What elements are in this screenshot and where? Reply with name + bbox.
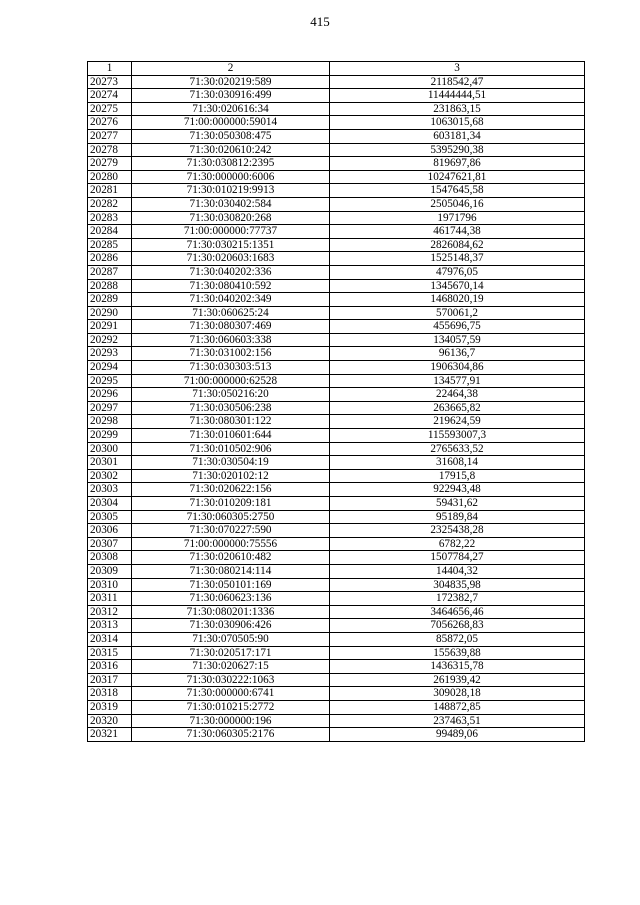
value-cell: 1906304,86 <box>330 361 585 375</box>
cadastral-number-cell: 71:30:070227:590 <box>132 524 330 538</box>
row-number-cell: 20319 <box>88 700 132 714</box>
value-cell: 2765633,52 <box>330 442 585 456</box>
value-cell: 95189,84 <box>330 510 585 524</box>
table-row <box>88 129 585 143</box>
row-number-cell: 20273 <box>88 75 132 89</box>
row-number-cell: 20297 <box>88 401 132 415</box>
table-row <box>88 306 585 320</box>
row-number-cell: 20276 <box>88 116 132 130</box>
cadastral-number-cell: 71:30:030906:426 <box>132 619 330 633</box>
table-row <box>88 170 585 184</box>
row-number-cell: 20296 <box>88 388 132 402</box>
column-header: 1 <box>88 62 132 76</box>
cadastral-number-cell: 71:30:030215:1351 <box>132 238 330 252</box>
cadastral-number-cell: 71:30:020610:482 <box>132 551 330 565</box>
value-cell: 1971796 <box>330 211 585 225</box>
row-number-cell: 20304 <box>88 497 132 511</box>
value-cell: 22464,38 <box>330 388 585 402</box>
table-row <box>88 293 585 307</box>
row-number-cell: 20285 <box>88 238 132 252</box>
table-row <box>88 184 585 198</box>
table-row <box>88 429 585 443</box>
value-cell: 261939,42 <box>330 673 585 687</box>
table-row <box>88 497 585 511</box>
table-row <box>88 551 585 565</box>
cadastral-number-cell: 71:30:020616:34 <box>132 102 330 116</box>
table-row <box>88 578 585 592</box>
value-cell: 922943,48 <box>330 483 585 497</box>
table-row <box>88 75 585 89</box>
row-number-cell: 20277 <box>88 129 132 143</box>
row-number-cell: 20301 <box>88 456 132 470</box>
value-cell: 115593007,3 <box>330 429 585 443</box>
row-number-cell: 20280 <box>88 170 132 184</box>
value-cell: 2505046,16 <box>330 197 585 211</box>
cadastral-number-cell: 71:30:020517:171 <box>132 646 330 660</box>
row-number-cell: 20317 <box>88 673 132 687</box>
table-row <box>88 728 585 742</box>
value-cell: 304835,98 <box>330 578 585 592</box>
value-cell: 155639,88 <box>330 646 585 660</box>
value-cell: 1468020,19 <box>330 293 585 307</box>
cadastral-number-cell: 71:30:070505:90 <box>132 632 330 646</box>
value-cell: 1507784,27 <box>330 551 585 565</box>
row-number-cell: 20314 <box>88 632 132 646</box>
table-row <box>88 388 585 402</box>
table-row <box>88 116 585 130</box>
row-number-cell: 20295 <box>88 374 132 388</box>
row-number-cell: 20286 <box>88 252 132 266</box>
value-cell: 85872,05 <box>330 632 585 646</box>
table-body <box>88 75 585 741</box>
value-cell: 2325438,28 <box>330 524 585 538</box>
table-row <box>88 537 585 551</box>
row-number-cell: 20306 <box>88 524 132 538</box>
row-number-cell: 20307 <box>88 537 132 551</box>
cadastral-number-cell: 71:30:000000:6741 <box>132 687 330 701</box>
value-cell: 148872,85 <box>330 700 585 714</box>
table-row <box>88 374 585 388</box>
table-row <box>88 401 585 415</box>
table-row <box>88 320 585 334</box>
value-cell: 11444444,51 <box>330 89 585 103</box>
table-row <box>88 660 585 674</box>
value-cell: 59431,62 <box>330 497 585 511</box>
row-number-cell: 20289 <box>88 293 132 307</box>
table-row <box>88 279 585 293</box>
cadastral-number-cell: 71:30:030303:513 <box>132 361 330 375</box>
cadastral-number-cell: 71:30:060625:24 <box>132 306 330 320</box>
row-number-cell: 20302 <box>88 469 132 483</box>
cadastral-number-cell: 71:30:060603:338 <box>132 333 330 347</box>
value-cell: 172382,7 <box>330 592 585 606</box>
table-row <box>88 102 585 116</box>
cadastral-number-cell: 71:30:040202:349 <box>132 293 330 307</box>
value-cell: 231863,15 <box>330 102 585 116</box>
cadastral-number-cell: 71:00:000000:62528 <box>132 374 330 388</box>
cadastral-number-cell: 71:30:020622:156 <box>132 483 330 497</box>
cadastral-number-cell: 71:30:020627:15 <box>132 660 330 674</box>
column-header: 3 <box>330 62 585 76</box>
table-row <box>88 252 585 266</box>
cadastral-number-cell: 71:30:060305:2176 <box>132 728 330 742</box>
table-row <box>88 442 585 456</box>
cadastral-number-cell: 71:30:030820:268 <box>132 211 330 225</box>
value-cell: 14404,32 <box>330 564 585 578</box>
row-number-cell: 20287 <box>88 265 132 279</box>
table-row <box>88 673 585 687</box>
cadastral-number-cell: 71:30:080307:469 <box>132 320 330 334</box>
value-cell: 7056268,83 <box>330 619 585 633</box>
cadastral-number-cell: 71:30:040202:336 <box>132 265 330 279</box>
table-row <box>88 333 585 347</box>
table-row <box>88 619 585 633</box>
row-number-cell: 20299 <box>88 429 132 443</box>
cadastral-number-cell: 71:30:050101:169 <box>132 578 330 592</box>
table-row <box>88 714 585 728</box>
row-number-cell: 20311 <box>88 592 132 606</box>
table-row <box>88 564 585 578</box>
value-cell: 96136,7 <box>330 347 585 361</box>
cadastral-number-cell: 71:30:080201:1336 <box>132 605 330 619</box>
value-cell: 1547645,58 <box>330 184 585 198</box>
table-row <box>88 646 585 660</box>
value-cell: 17915,8 <box>330 469 585 483</box>
cadastral-number-cell: 71:00:000000:75556 <box>132 537 330 551</box>
table-row <box>88 347 585 361</box>
row-number-cell: 20274 <box>88 89 132 103</box>
cadastral-number-cell: 71:30:031002:156 <box>132 347 330 361</box>
table-row <box>88 700 585 714</box>
cadastral-number-cell: 71:30:050308:475 <box>132 129 330 143</box>
value-cell: 3464656,46 <box>330 605 585 619</box>
table-row <box>88 510 585 524</box>
row-number-cell: 20300 <box>88 442 132 456</box>
row-number-cell: 20284 <box>88 225 132 239</box>
row-number-cell: 20315 <box>88 646 132 660</box>
table-row <box>88 687 585 701</box>
row-number-cell: 20281 <box>88 184 132 198</box>
cadastral-number-cell: 71:00:000000:77737 <box>132 225 330 239</box>
row-number-cell: 20290 <box>88 306 132 320</box>
row-number-cell: 20318 <box>88 687 132 701</box>
cadastral-number-cell: 71:30:080301:122 <box>132 415 330 429</box>
cadastral-number-cell: 71:30:050216:20 <box>132 388 330 402</box>
row-number-cell: 20275 <box>88 102 132 116</box>
row-number-cell: 20303 <box>88 483 132 497</box>
row-number-cell: 20316 <box>88 660 132 674</box>
cadastral-number-cell: 71:30:020219:589 <box>132 75 330 89</box>
cadastral-number-cell: 71:30:030812:2395 <box>132 157 330 171</box>
value-cell: 1525148,37 <box>330 252 585 266</box>
table-row <box>88 197 585 211</box>
table-row <box>88 605 585 619</box>
cadastral-number-cell: 71:30:000000:6006 <box>132 170 330 184</box>
registry-table <box>87 61 585 742</box>
value-cell: 570061,2 <box>330 306 585 320</box>
table-row <box>88 483 585 497</box>
row-number-cell: 20310 <box>88 578 132 592</box>
page-number: 415 <box>310 14 330 29</box>
value-cell: 1436315,78 <box>330 660 585 674</box>
cadastral-number-cell: 71:30:030916:499 <box>132 89 330 103</box>
cadastral-number-cell: 71:30:060623:136 <box>132 592 330 606</box>
row-number-cell: 20308 <box>88 551 132 565</box>
row-number-cell: 20293 <box>88 347 132 361</box>
row-number-cell: 20292 <box>88 333 132 347</box>
row-number-cell: 20278 <box>88 143 132 157</box>
cadastral-number-cell: 71:30:010219:9913 <box>132 184 330 198</box>
value-cell: 6782,22 <box>330 537 585 551</box>
table-row <box>88 524 585 538</box>
value-cell: 47976,05 <box>330 265 585 279</box>
value-cell: 99489,06 <box>330 728 585 742</box>
table-row <box>88 265 585 279</box>
cadastral-number-cell: 71:30:020610:242 <box>132 143 330 157</box>
cadastral-number-cell: 71:30:030402:584 <box>132 197 330 211</box>
cadastral-number-cell: 71:30:080214:114 <box>132 564 330 578</box>
value-cell: 2826084,62 <box>330 238 585 252</box>
row-number-cell: 20291 <box>88 320 132 334</box>
cadastral-number-cell: 71:30:010209:181 <box>132 497 330 511</box>
table-row <box>88 592 585 606</box>
cadastral-number-cell: 71:30:010215:2772 <box>132 700 330 714</box>
table-row <box>88 157 585 171</box>
value-cell: 5395290,38 <box>330 143 585 157</box>
table-row <box>88 225 585 239</box>
row-number-cell: 20309 <box>88 564 132 578</box>
value-cell: 1063015,68 <box>330 116 585 130</box>
value-cell: 603181,34 <box>330 129 585 143</box>
table-row <box>88 469 585 483</box>
value-cell: 134057,59 <box>330 333 585 347</box>
cadastral-number-cell: 71:30:010502:906 <box>132 442 330 456</box>
value-cell: 819697,86 <box>330 157 585 171</box>
row-number-cell: 20288 <box>88 279 132 293</box>
cadastral-number-cell: 71:30:080410:592 <box>132 279 330 293</box>
value-cell: 2118542,47 <box>330 75 585 89</box>
table-row <box>88 211 585 225</box>
row-number-cell: 20283 <box>88 211 132 225</box>
column-header: 2 <box>132 62 330 76</box>
row-number-cell: 20305 <box>88 510 132 524</box>
row-number-cell: 20279 <box>88 157 132 171</box>
row-number-cell: 20298 <box>88 415 132 429</box>
value-cell: 455696,75 <box>330 320 585 334</box>
value-cell: 219624,59 <box>330 415 585 429</box>
cadastral-number-cell: 71:30:020102:12 <box>132 469 330 483</box>
table-row <box>88 143 585 157</box>
cadastral-number-cell: 71:00:000000:59014 <box>132 116 330 130</box>
value-cell: 31608,14 <box>330 456 585 470</box>
cadastral-number-cell: 71:30:020603:1683 <box>132 252 330 266</box>
value-cell: 237463,51 <box>330 714 585 728</box>
cadastral-number-cell: 71:30:030504:19 <box>132 456 330 470</box>
value-cell: 1345670,14 <box>330 279 585 293</box>
cadastral-number-cell: 71:30:000000:196 <box>132 714 330 728</box>
table-row <box>88 632 585 646</box>
table-row <box>88 238 585 252</box>
row-number-cell: 20312 <box>88 605 132 619</box>
value-cell: 309028,18 <box>330 687 585 701</box>
cadastral-number-cell: 71:30:030222:1063 <box>132 673 330 687</box>
table-row <box>88 456 585 470</box>
value-cell: 134577,91 <box>330 374 585 388</box>
table-row <box>88 361 585 375</box>
row-number-cell: 20320 <box>88 714 132 728</box>
value-cell: 263665,82 <box>330 401 585 415</box>
row-number-cell: 20321 <box>88 728 132 742</box>
table-row <box>88 415 585 429</box>
cadastral-number-cell: 71:30:030506:238 <box>132 401 330 415</box>
table-header-row <box>88 62 585 76</box>
value-cell: 461744,38 <box>330 225 585 239</box>
value-cell: 10247621,81 <box>330 170 585 184</box>
cadastral-number-cell: 71:30:060305:2750 <box>132 510 330 524</box>
row-number-cell: 20282 <box>88 197 132 211</box>
row-number-cell: 20313 <box>88 619 132 633</box>
row-number-cell: 20294 <box>88 361 132 375</box>
table-row <box>88 89 585 103</box>
cadastral-number-cell: 71:30:010601:644 <box>132 429 330 443</box>
